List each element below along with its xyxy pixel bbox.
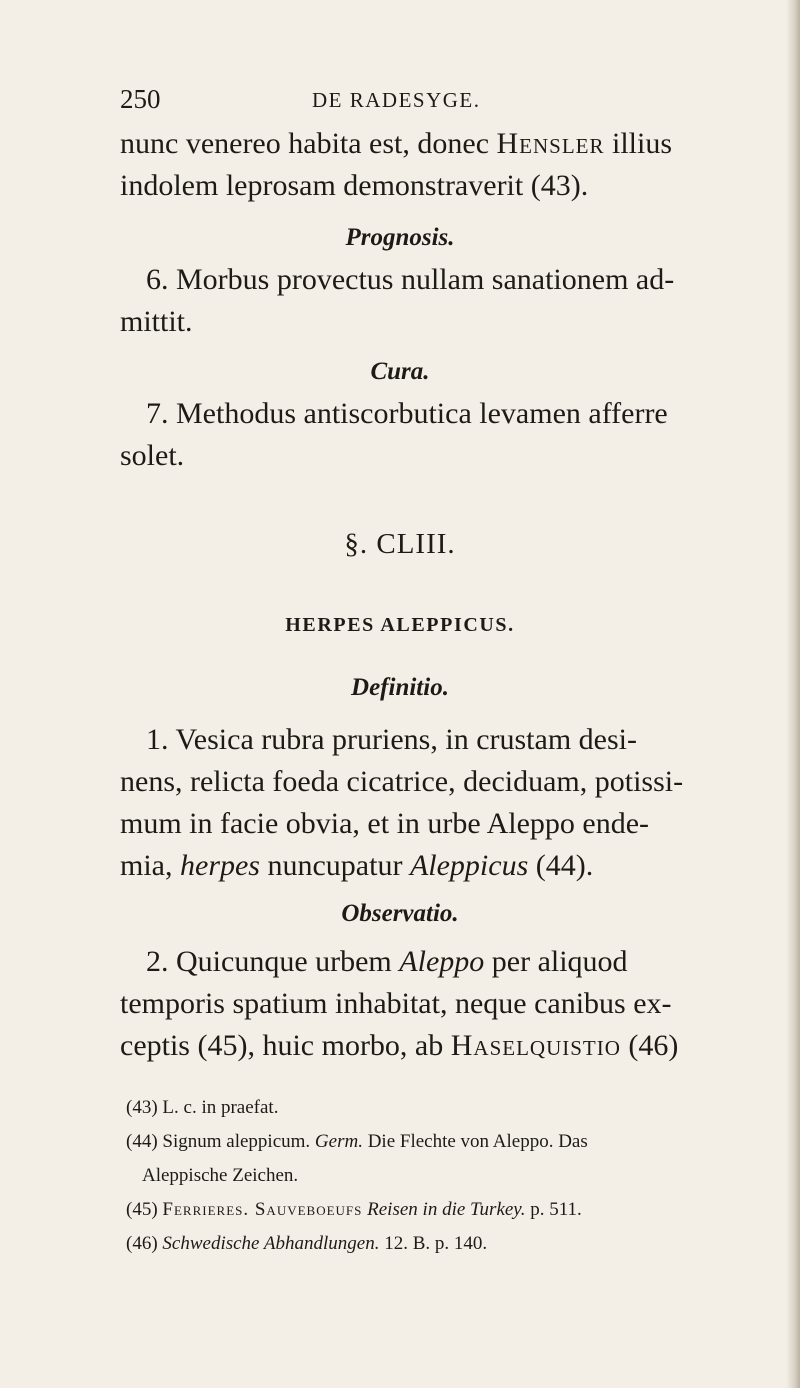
author-name: Hensler [496, 127, 605, 160]
author-name: Haselquistio [450, 1029, 621, 1062]
footnote-43: (43) L. c. in praefat. [126, 1097, 279, 1118]
heading-observatio: Observatio. [341, 900, 459, 927]
heading-definitio: Definitio. [351, 674, 449, 701]
heading-cura: Cura. [370, 358, 430, 385]
heading-prognosis: Prognosis. [345, 224, 455, 251]
page-header [120, 84, 760, 118]
text-line: mum in facie obvia, et in urbe Aleppo ende- [120, 807, 649, 840]
text-line: mia, herpes nuncupatur Aleppicus (44). [120, 849, 594, 882]
footnote-46: (46) Schwedische Abhandlungen. 12. B. p. 140. [126, 1233, 488, 1254]
text-line: ceptis (45), huic morbo, ab Haselquistio (46) [120, 1029, 679, 1062]
section-title: HERPES ALEPPICUS. [285, 614, 515, 636]
text-line: 1. Vesica rubra pruriens, in crustam desi- [146, 723, 637, 756]
footnote-45: (45) Ferrieres. Sauveboeufs Reisen in die Turkey. p. 511. [126, 1199, 582, 1220]
section-number: §. CLIII. [344, 528, 456, 560]
page-number: 250 [120, 84, 161, 114]
text-line: 2. Quicunque urbem Aleppo per aliquod [146, 945, 628, 978]
footnote-44-continued: Aleppische Zeichen. [142, 1165, 299, 1186]
text-line: 7. Methodus antiscorbutica levamen afferre [146, 397, 668, 430]
footnote-44: (44) Signum aleppicum. Germ. Die Flechte von Aleppo. Das [126, 1131, 588, 1152]
text-line: mittit. [120, 305, 193, 338]
text-line: indolem leprosam demonstraverit (43). [120, 169, 589, 202]
text-line: solet. [120, 439, 185, 472]
running-head: DE RADESYGE. [312, 88, 481, 112]
text-line: 6. Morbus provectus nullam sanationem ad- [146, 263, 675, 296]
text-line: temporis spatium inhabitat, neque canibus ex- [120, 987, 672, 1020]
text-line: nunc venereo habita est, donec Hensler illius [120, 127, 673, 160]
text-line: nens, relicta foeda cicatrice, deciduam, potissi- [120, 765, 684, 798]
